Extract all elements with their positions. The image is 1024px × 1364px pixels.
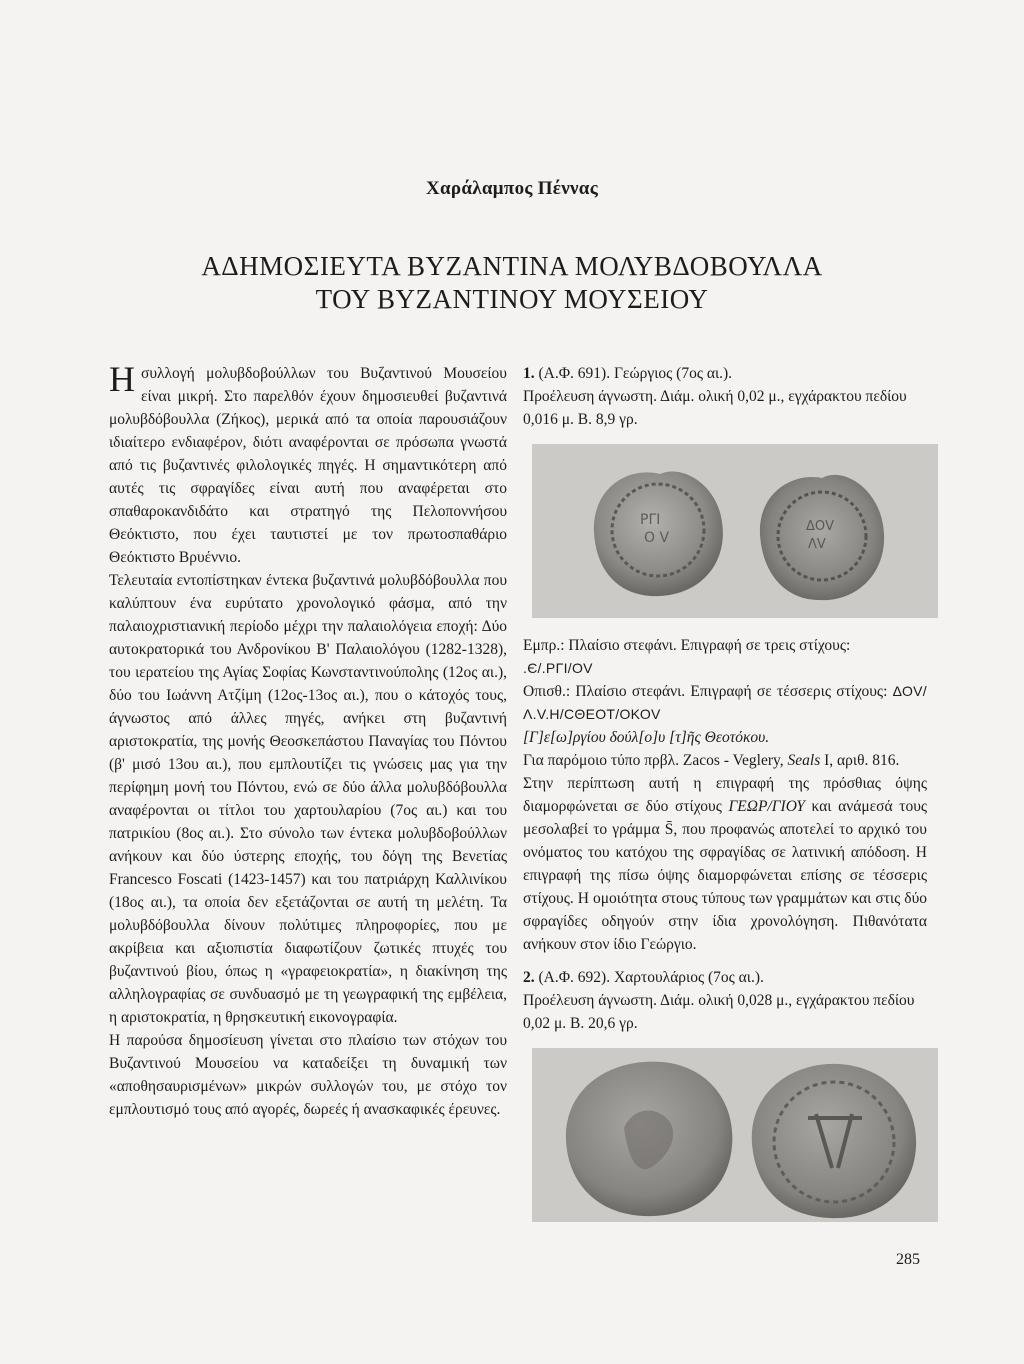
commentary-a: Στην περίπτωση αυτή η επιγραφή της πρόσθιας όψης διαμορφώνεται σε δύο στίχους — [523, 775, 927, 815]
page-number: 285 — [896, 1251, 920, 1268]
author-name: Χαράλαμπος Πέννας — [425, 178, 599, 199]
obverse-inscription: .Є/.ΡΓΙ/ΟV — [523, 660, 593, 676]
paragraph-2: Τελευταία εντοπίστηκαν έντεκα βυζαντινά μολυβδόβουλλα που καλύπτουν ένα ευρύτατο χρονολογικό φάσμα, από την παλαιοχριστιανική περίοδο μέχρι την παλαιολόγεια εποχή: Δύο αυτοκρατορικά του Ανδρονίκου Β' Παλαιολόγου (1282-1328), του ιερατείου της Αγίας Σοφίας Κωνσταντινούπολης (12ος αι.), δύο του Ιωάννη Ατζίμη (12ος-13ος αι.), που ο κάτοχός τους, άγνωστος από άλλες πηγές, ανήκει στη βυζαντινή αριστοκρατία, της μονής Θεοσκεπάστου Παναγίας του Πόντου (β' μισό 13ου αι.), που εμπλουτίζει τις γνώσεις μας για την περίφημη μονή του Πόντου, ενώ σε δύο άλλα μολυβδόβουλλα αναφέρονται οι τίτλοι του χαρτουλαρίου (7ος αι.) και του πατρικίου (8ος αι.). Στο σύνολο των έντεκα μολυβδοβούλλων ανήκουν και δύο ύστερης εποχής, του δόγη της Βενετίας Francesco Foscati (1423-1457) και του πατριάρχη Καλλινίκου (18ος αι.), τα οποία δεν εξετάζονται σε αυτή τη μελέτη. Τα μολυβδόβουλλα δίνουν πολύτιμες πληροφορίες, που με ακρίβεια και αξιοπιστία διαφωτίζουν ζωτικές πτυχές του βυζαντινού βίου, όπως η «γραφειοκρατία», η διακίνηση της αλληλογραφίας σε συνδυασμό με τη γεωγραφική της εμβέλεια, η αριστοκρατία, η θρησκευτική εικονογραφία. — [109, 572, 507, 1026]
entry-2-number: 2. — [523, 969, 535, 986]
inscription-reading: [Γ]ε[ω]ργίου δούλ[ο]υ [τ]ῆς Θεοτόκου. — [523, 729, 770, 746]
svg-text:Ο V: Ο V — [644, 530, 670, 546]
intro-paragraph — [109, 359, 507, 569]
seal-2-image — [532, 1048, 938, 1222]
drop-cap: Η — [109, 359, 135, 399]
entry-2-header — [523, 966, 927, 1035]
reverse-inscription: ΔΟV/Λ.V.Η/CΘΕΟΤ/ΟΚΟV — [523, 683, 927, 722]
paragraph-1-text: συλλογή μολυβδοβούλλων του Βυζαντινού Μουσείου είναι μικρή. Στο παρελθόν έχουν δημοσιευθεί βυζαντινά μολυβδόβουλλα (Ζήκος), μερικά από τα οποία παρουσιάζουν ιδιαίτερο ενδιαφέρον, διότι αναφέρονται σε πρόσωπα γνωστά από τις βυζαντινές φιλολογικές πηγές. Η σημαντικότερη από αυτές τις σφραγίδες είναι αυτή που αναφέρεται στο σπαθαροκανδιδάτο και στρατηγό της Πελοποννήσου Θεόκτιστο, που έχει ταυτιστεί με τον πρωτοσπαθάριο Θεόκτιστο Βρυέννιο. — [109, 365, 507, 566]
parallel-suffix: I, αριθ. 816. — [824, 752, 900, 769]
entry-2-provenance: Προέλευση άγνωστη. Διάμ. ολική 0,028 μ., εγχάρακτου πεδίου 0,02 μ. Β. 20,6 γρ. — [523, 992, 915, 1032]
paragraph-3: Η παρούσα δημοσίευση γίνεται στο πλαίσιο των στόχων του Βυζαντινού Μουσείου να καταδείξει τη δυναμική των «αποθησαυρισμένων» μικρών συλλογών του, με στόχο τον εμπλουτισμό τους από αγορές, δωρεές ή ανασκαφικές έρευνες. — [109, 1032, 507, 1118]
seal-1-image — [532, 444, 938, 618]
commentary-b: ΓΕΩΡ/ΓΙΟΥ — [728, 798, 805, 815]
entry-2-head: (Α.Φ. 692). Χαρτουλάριος (7ος αι.). — [538, 969, 764, 986]
reverse-label: Οπισθ.: Πλαίσιο στεφάνι. Επιγραφή σε τέσσερις στίχους: — [523, 683, 888, 700]
commentary-c: και ανάμεσά τους μεσολαβεί το γράμμα S̄, που προφανώς αποτελεί το αρχικό του ονόματος του κατόχου της σφραγίδας σε λατινική απόδοση. Η επιγραφή της πίσω όψης διαμορφώνεται επίσης σε τέσσερις στίχους. Η ομοιότητα στους τύπους των γραμμάτων και στις δύο σφραγίδες οδηγούν στην ίδια χρονολόγηση. Πιθανότατα ανήκουν στον ίδιο Γεώργιο. — [523, 798, 928, 953]
entry-1-description — [523, 634, 927, 956]
parallel-prefix: Για παρόμοιο τύπο πρβλ. Zacos - Veglery, — [523, 752, 784, 769]
entry-1-header — [523, 362, 927, 431]
article-title — [0, 250, 1024, 316]
seal-2-photo — [532, 1048, 938, 1222]
left-column — [109, 359, 507, 1121]
svg-text:ΔΟV: ΔΟV — [806, 519, 835, 534]
parallel-italic: Seals — [787, 752, 821, 769]
title-line-1: ΑΔΗΜΟΣΙΕΥΤΑ ΒΥΖΑΝΤΙΝΑ ΜΟΛΥΒΔΟΒΟΥΛΛΑ — [201, 251, 823, 281]
seal-1-photo — [532, 444, 938, 618]
svg-text:ΡΓΙ: ΡΓΙ — [640, 512, 661, 528]
svg-text:ΛV: ΛV — [808, 537, 826, 552]
obverse-label: Εμπρ.: Πλαίσιο στεφάνι. Επιγραφή σε τρεις στίχους: — [523, 637, 851, 654]
title-line-2: ΤΟΥ ΒΥΖΑΝΤΙΝΟΥ ΜΟΥΣΕΙΟΥ — [315, 284, 709, 314]
entry-1-number: 1. — [523, 365, 535, 382]
entry-1-provenance: Προέλευση άγνωστη. Διάμ. ολική 0,02 μ., εγχάρακτου πεδίου 0,016 μ. Β. 8,9 γρ. — [523, 388, 907, 428]
entry-1-head: (Α.Φ. 691). Γεώργιος (7ος αι.). — [538, 365, 733, 382]
